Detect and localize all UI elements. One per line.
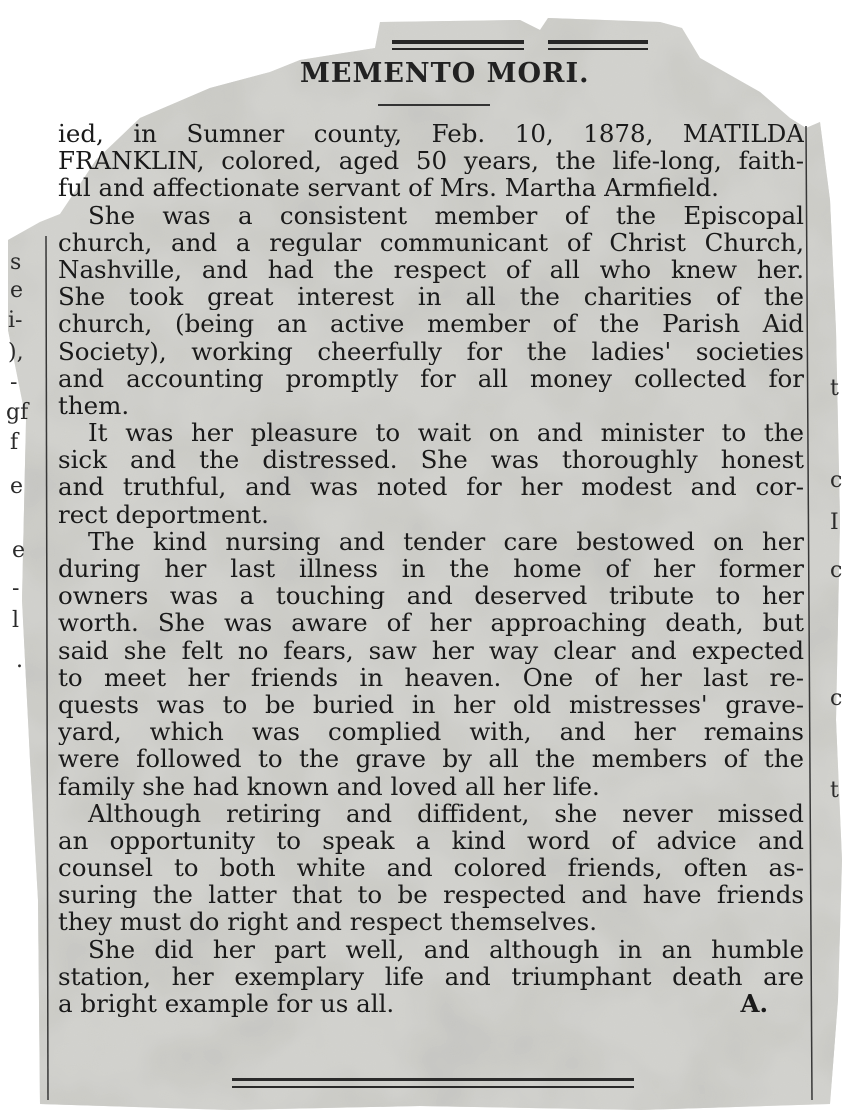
left-column-fragment: e xyxy=(12,538,26,563)
left-column-fragment: ), xyxy=(8,340,24,365)
article-line: She was a consistent member of the Episcopal xyxy=(88,201,804,229)
left-column-fragment: . xyxy=(16,648,23,673)
article-line: Nashville, and had the respect of all who knew her. xyxy=(58,255,804,284)
article-line: they must do right and respect themselves. xyxy=(58,908,597,936)
article-line: station, her exemplary life and triumphant death are xyxy=(58,962,804,990)
article-line: and truthful, and was noted for her modest and cor- xyxy=(58,473,804,501)
article-line: them. xyxy=(58,391,130,420)
article-line: ful and affectionate servant of Mrs. Martha Armfield. xyxy=(58,174,719,202)
article-line: worth. She was aware of her approaching death, but xyxy=(58,609,804,637)
left-column-fragment: i- xyxy=(8,308,23,333)
article-line: Although retiring and diffident, she never missed xyxy=(88,799,804,827)
article-line: family she had known and loved all her life. xyxy=(58,772,600,800)
right-column-fragment: t xyxy=(830,778,839,803)
right-column-fragment: c xyxy=(830,686,843,711)
article-line: Society), working cheerfully for the ladies' societies xyxy=(58,337,804,365)
article-line: church, (being an active member of the Parish Aid xyxy=(58,310,804,338)
left-column-fragment: l xyxy=(12,608,20,633)
right-column-fragment: t xyxy=(830,376,839,401)
footer-rule-bottom xyxy=(232,1086,634,1088)
author-signature: A. xyxy=(740,990,768,1018)
article-line: rect deportment. xyxy=(58,500,269,528)
article-line: It was her pleasure to wait on and minister to the xyxy=(88,419,804,447)
article-line: FRANKLIN, colored, aged 50 years, the life-long, faith- xyxy=(58,147,804,175)
article-line: The kind nursing and tender care bestowed on her xyxy=(88,527,804,555)
right-column-fragment: I xyxy=(830,510,839,535)
article-line: ied, in Sumner county, Feb. 10, 1878, MATILDA xyxy=(58,120,804,148)
article-line: an opportunity to speak a kind word of advice and xyxy=(58,826,804,855)
article-line: and accounting promptly for all money collected for xyxy=(58,364,804,392)
left-column-fragment: e xyxy=(10,474,24,499)
left-column-fragment: f xyxy=(10,430,19,455)
right-column-fragment: c xyxy=(830,558,843,583)
footer-rule-top xyxy=(232,1078,634,1081)
article-line: owners was a touching and deserved tribute to her xyxy=(58,582,804,610)
left-column-fragment: s xyxy=(10,250,22,275)
left-column-fragment: - xyxy=(12,576,20,601)
article-line: quests was to be buried in her old mistresses' grave- xyxy=(58,690,804,719)
article-line: sick and the distressed. She was thoroughly honest xyxy=(58,446,804,474)
article-line: said she felt no fears, saw her way clear and expected xyxy=(58,636,804,664)
article-line: a bright example for us all. A. xyxy=(58,990,768,1018)
obituary-body xyxy=(58,120,804,1017)
article-line: She took great interest in all the charities of the xyxy=(58,283,804,311)
article-line: to meet her friends in heaven. One of her last re- xyxy=(58,663,804,691)
article-line: were followed to the grave by all the members of the xyxy=(58,745,804,773)
right-column-fragment: c xyxy=(830,468,843,493)
heading-rule xyxy=(378,104,490,106)
obituary-heading: MEMENTO MORI. xyxy=(300,58,590,89)
article-line: suring the latter that to be respected and have friends xyxy=(58,881,804,909)
article-line: during her last illness in the home of her former xyxy=(58,555,804,583)
article-line: church, and a regular communicant of Christ Church, xyxy=(58,228,804,256)
left-column-fragment: e xyxy=(10,278,24,303)
article-line: She did her part well, and although in an humble xyxy=(88,935,804,963)
article-line: yard, which was complied with, and her remains xyxy=(58,718,804,746)
left-column-fragment: - xyxy=(10,370,18,395)
article-line: counsel to both white and colored friends, often as- xyxy=(58,854,804,882)
left-column-fragment: gf xyxy=(6,400,29,425)
